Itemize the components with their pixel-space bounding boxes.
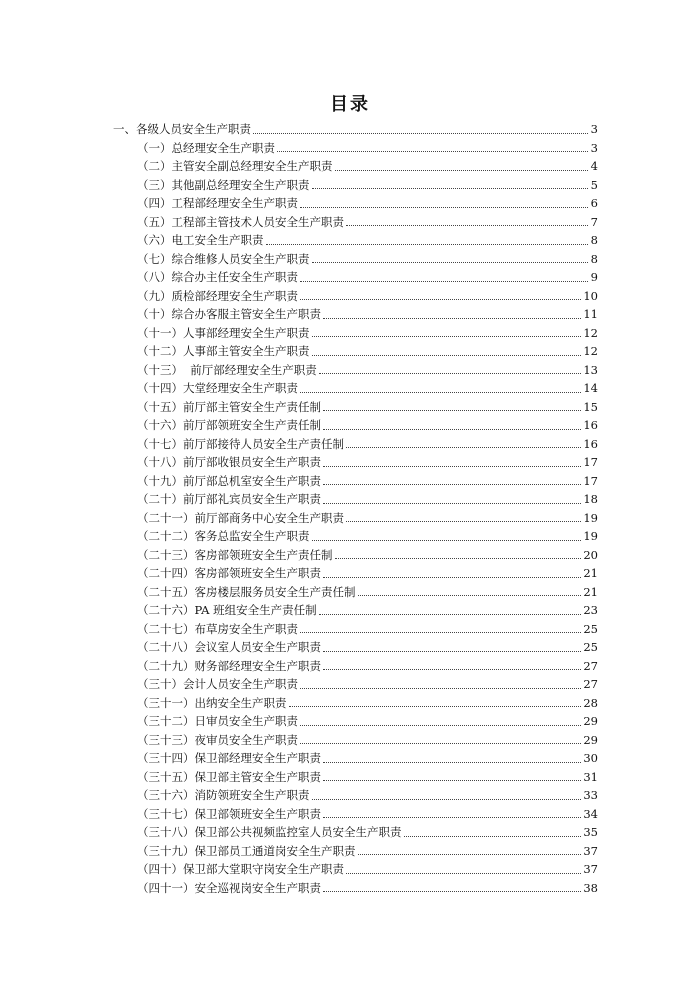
dot-leader bbox=[323, 429, 581, 430]
toc-entry-page-number: 16 bbox=[583, 418, 598, 432]
toc-entry-label: （十八）前厅部收银员安全生产职责 bbox=[137, 455, 321, 469]
dot-leader bbox=[300, 632, 581, 633]
dot-leader bbox=[323, 318, 581, 319]
toc-entry[interactable] bbox=[137, 305, 598, 324]
toc-entry-page-number: 21 bbox=[583, 584, 598, 599]
toc-entry-page-number: 16 bbox=[583, 436, 598, 451]
dot-leader bbox=[300, 743, 581, 744]
toc-entry-page-number: 25 bbox=[583, 621, 598, 636]
toc-entry-page-number: 3 bbox=[590, 122, 598, 136]
dot-leader bbox=[312, 336, 582, 337]
dot-leader bbox=[323, 503, 581, 504]
dot-leader bbox=[323, 577, 581, 578]
toc-entry-page-number: 34 bbox=[583, 806, 598, 821]
toc-entry-page-number: 28 bbox=[583, 695, 598, 710]
toc-entry-page-number: 12 bbox=[583, 325, 598, 340]
toc-entry-page-number: 30 bbox=[583, 751, 598, 765]
toc-entry-page-number: 31 bbox=[583, 769, 598, 784]
dot-leader bbox=[323, 891, 581, 892]
toc-entry-label: （十二）人事部主管安全生产职责 bbox=[137, 344, 310, 358]
dot-leader bbox=[300, 725, 581, 726]
toc-entry-page-number: 14 bbox=[583, 381, 598, 395]
toc-entry-label: （三十一）出纳安全生产职责 bbox=[137, 695, 287, 710]
toc-entry-label: （三）其他副总经理安全生产职责 bbox=[137, 177, 310, 192]
toc-entry-page-number: 17 bbox=[583, 455, 598, 469]
toc-entry[interactable] bbox=[137, 712, 598, 731]
toc-entry[interactable] bbox=[137, 509, 598, 528]
dot-leader bbox=[312, 355, 582, 356]
toc-entry-label: （七）综合维修人员安全生产职责 bbox=[137, 251, 310, 266]
toc-entry-label: （十一）人事部经理安全生产职责 bbox=[137, 325, 310, 340]
toc-entry-page-number: 29 bbox=[583, 714, 598, 728]
toc-entry-page-number: 9 bbox=[590, 270, 598, 284]
toc-entry-label: （十九）前厅部总机室安全生产职责 bbox=[137, 473, 321, 488]
toc-entry-page-number: 8 bbox=[590, 251, 598, 266]
toc-entry[interactable] bbox=[137, 453, 598, 472]
toc-entry-label: （一）总经理安全生产职责 bbox=[137, 140, 275, 155]
toc-entry[interactable] bbox=[137, 879, 598, 898]
toc-entry[interactable] bbox=[137, 250, 598, 269]
dot-leader bbox=[346, 447, 581, 448]
toc-entry-label: （二）主管安全副总经理安全生产职责 bbox=[137, 159, 333, 173]
dot-leader bbox=[300, 392, 581, 393]
table-of-contents bbox=[0, 120, 700, 897]
toc-entry[interactable] bbox=[137, 379, 598, 398]
toc-entry-page-number: 35 bbox=[583, 825, 598, 839]
toc-entry-label: （三十二）日审员安全生产职责 bbox=[137, 714, 298, 728]
toc-entry[interactable] bbox=[137, 324, 598, 343]
toc-entry-page-number: 19 bbox=[583, 510, 598, 525]
toc-entry-label: （二十九）财务部经理安全生产职责 bbox=[137, 658, 321, 673]
dot-leader bbox=[323, 780, 581, 781]
dot-leader bbox=[346, 225, 588, 226]
toc-entry[interactable] bbox=[137, 213, 598, 232]
toc-entry[interactable] bbox=[137, 768, 598, 787]
toc-entry-label: （二十八）会议室人员安全生产职责 bbox=[137, 640, 321, 654]
toc-entry-label: （十六）前厅部领班安全生产责任制 bbox=[137, 418, 321, 432]
toc-entry-page-number: 20 bbox=[583, 547, 598, 562]
toc-entry-page-number: 12 bbox=[583, 344, 598, 358]
toc-entry-label: （二十一）前厅部商务中心安全生产职责 bbox=[137, 510, 344, 525]
toc-entry-label: （三十九）保卫部员工通道岗安全生产职责 bbox=[137, 843, 356, 858]
toc-entry-label: （二十二）客务总监安全生产职责 bbox=[137, 529, 310, 543]
toc-entry-page-number: 5 bbox=[590, 177, 598, 192]
dot-leader bbox=[346, 873, 581, 874]
toc-entry-page-number: 8 bbox=[590, 233, 598, 247]
toc-entry[interactable] bbox=[137, 268, 598, 287]
toc-entry-label: （十七）前厅部接待人员安全生产责任制 bbox=[137, 436, 344, 451]
toc-entry-label: （三十）会计人员安全生产职责 bbox=[137, 677, 298, 691]
toc-entry-label: （八）综合办主任安全生产职责 bbox=[137, 270, 298, 284]
dot-leader bbox=[323, 762, 581, 763]
toc-entry-page-number: 18 bbox=[583, 492, 598, 506]
toc-entry-page-number: 19 bbox=[583, 529, 598, 543]
toc-entry[interactable] bbox=[137, 786, 598, 805]
toc-entry[interactable] bbox=[137, 620, 598, 639]
dot-leader bbox=[323, 651, 581, 652]
toc-entry[interactable] bbox=[137, 231, 598, 250]
toc-entry-page-number: 13 bbox=[583, 362, 598, 377]
toc-entry-label: （二十三）客房部领班安全生产责任制 bbox=[137, 547, 333, 562]
dot-leader bbox=[312, 799, 582, 800]
dot-leader bbox=[335, 558, 582, 559]
toc-entry[interactable] bbox=[137, 657, 598, 676]
toc-entry-label: （四十一）安全巡视岗安全生产职责 bbox=[137, 880, 321, 895]
dot-leader bbox=[323, 484, 581, 485]
toc-entry-page-number: 4 bbox=[590, 159, 598, 173]
toc-entry-page-number: 6 bbox=[590, 196, 598, 210]
dot-leader bbox=[319, 373, 582, 374]
toc-entry-page-number: 38 bbox=[583, 880, 598, 895]
toc-entry-page-number: 37 bbox=[583, 862, 598, 876]
toc-entry[interactable] bbox=[137, 638, 598, 657]
toc-entry[interactable] bbox=[137, 601, 598, 620]
toc-entry-page-number: 7 bbox=[590, 214, 598, 229]
toc-entry-page-number: 33 bbox=[583, 788, 598, 802]
dot-leader bbox=[266, 244, 589, 245]
toc-entry[interactable] bbox=[137, 583, 598, 602]
toc-entry-label: （二十四）客房部领班安全生产职责 bbox=[137, 566, 321, 580]
toc-entry-label: （五）工程部主管技术人员安全生产职责 bbox=[137, 214, 344, 229]
toc-entry[interactable] bbox=[137, 435, 598, 454]
toc-entry[interactable] bbox=[137, 731, 598, 750]
dot-leader bbox=[312, 540, 582, 541]
toc-entry-label: （十五）前厅部主管安全生产责任制 bbox=[137, 399, 321, 414]
toc-entry[interactable] bbox=[113, 120, 598, 139]
toc-entry-page-number: 11 bbox=[583, 307, 598, 321]
dot-leader bbox=[346, 521, 581, 522]
toc-entry-page-number: 29 bbox=[583, 732, 598, 747]
toc-title: 目录 bbox=[330, 94, 370, 115]
dot-leader bbox=[253, 133, 588, 134]
toc-entry-page-number: 10 bbox=[583, 288, 598, 303]
toc-entry-page-number: 27 bbox=[583, 658, 598, 673]
toc-entry[interactable] bbox=[137, 805, 598, 824]
toc-entry-label: （十四）大堂经理安全生产职责 bbox=[137, 381, 298, 395]
toc-entry[interactable] bbox=[137, 287, 598, 306]
toc-entry[interactable] bbox=[137, 490, 598, 509]
toc-entry[interactable] bbox=[137, 157, 598, 176]
dot-leader bbox=[289, 706, 582, 707]
toc-entry-label: （六）电工安全生产职责 bbox=[137, 233, 264, 247]
toc-entry-label: 一、各级人员安全生产职责 bbox=[113, 122, 251, 136]
toc-entry[interactable] bbox=[137, 472, 598, 491]
dot-leader bbox=[335, 170, 589, 171]
dot-leader bbox=[404, 836, 582, 837]
toc-entry-label: （三十五）保卫部主管安全生产职责 bbox=[137, 769, 321, 784]
dot-leader bbox=[323, 466, 581, 467]
toc-entry-label: （二十七）布草房安全生产职责 bbox=[137, 621, 298, 636]
toc-entry-page-number: 3 bbox=[590, 140, 598, 155]
toc-entry[interactable] bbox=[137, 564, 598, 583]
dot-leader bbox=[323, 410, 581, 411]
toc-entry[interactable] bbox=[137, 823, 598, 842]
toc-entry[interactable] bbox=[137, 398, 598, 417]
toc-entry-label: （三十四）保卫部经理安全生产职责 bbox=[137, 751, 321, 765]
toc-entry-label: （二十）前厅部礼宾员安全生产职责 bbox=[137, 492, 321, 506]
toc-entry-page-number: 17 bbox=[583, 473, 598, 488]
dot-leader bbox=[358, 595, 582, 596]
dot-leader bbox=[300, 281, 588, 282]
toc-entry[interactable] bbox=[137, 546, 598, 565]
toc-entry[interactable] bbox=[137, 416, 598, 435]
dot-leader bbox=[300, 207, 588, 208]
toc-entry-label: （十三） 前厅部经理安全生产职责 bbox=[137, 362, 317, 377]
dot-leader bbox=[323, 817, 581, 818]
toc-entry[interactable] bbox=[137, 139, 598, 158]
toc-entry[interactable] bbox=[137, 675, 598, 694]
toc-entry-label: （二十五）客房楼层服务员安全生产责任制 bbox=[137, 584, 356, 599]
toc-entry-label: （三十八）保卫部公共视频监控室人员安全生产职责 bbox=[137, 825, 402, 839]
toc-entry[interactable] bbox=[137, 527, 598, 546]
dot-leader bbox=[319, 614, 582, 615]
dot-leader bbox=[312, 188, 589, 189]
toc-entry-page-number: 37 bbox=[583, 843, 598, 858]
dot-leader bbox=[312, 262, 589, 263]
toc-entry-label: （三十七）保卫部领班安全生产职责 bbox=[137, 806, 321, 821]
toc-entry-label: （二十六）PA 班组安全生产责任制 bbox=[137, 603, 317, 617]
dot-leader bbox=[300, 299, 581, 300]
toc-entry-page-number: 21 bbox=[583, 566, 598, 580]
dot-leader bbox=[323, 669, 581, 670]
toc-entry[interactable] bbox=[137, 749, 598, 768]
toc-entry-page-number: 15 bbox=[583, 399, 598, 414]
toc-entry-page-number: 27 bbox=[583, 677, 598, 691]
toc-entry[interactable] bbox=[137, 842, 598, 861]
dot-leader bbox=[300, 688, 581, 689]
dot-leader bbox=[277, 151, 588, 152]
toc-entry-label: （三十六）消防领班安全生产职责 bbox=[137, 788, 310, 802]
toc-entry-label: （四）工程部经理安全生产职责 bbox=[137, 196, 298, 210]
toc-entry[interactable] bbox=[137, 194, 598, 213]
toc-entry[interactable] bbox=[137, 176, 598, 195]
toc-entry[interactable] bbox=[137, 361, 598, 380]
dot-leader bbox=[358, 854, 582, 855]
toc-entry[interactable] bbox=[137, 342, 598, 361]
toc-entry-page-number: 23 bbox=[583, 603, 598, 617]
toc-entry-label: （十）综合办客服主管安全生产职责 bbox=[137, 307, 321, 321]
toc-entry[interactable] bbox=[137, 694, 598, 713]
toc-entry-label: （四十）保卫部大堂职守岗安全生产职责 bbox=[137, 862, 344, 876]
toc-entry-label: （九）质检部经理安全生产职责 bbox=[137, 288, 298, 303]
toc-entry-page-number: 25 bbox=[583, 640, 598, 654]
toc-entry[interactable] bbox=[137, 860, 598, 879]
toc-entry-label: （三十三）夜审员安全生产职责 bbox=[137, 732, 298, 747]
